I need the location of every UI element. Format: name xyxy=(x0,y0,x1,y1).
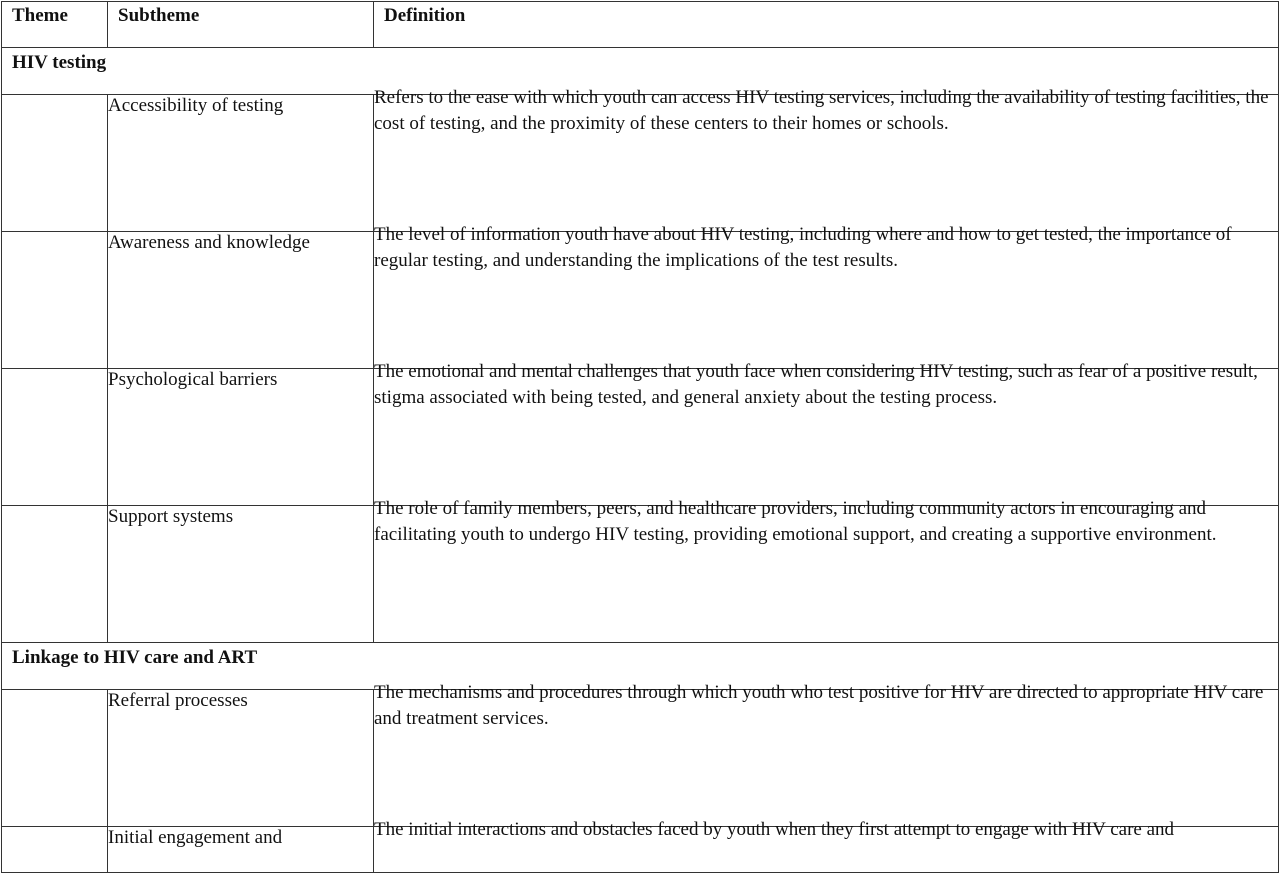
header-definition: Definition xyxy=(374,2,1279,48)
header-row xyxy=(2,2,1279,48)
definition-cell xyxy=(374,224,1279,369)
subtheme-cell xyxy=(108,232,374,369)
table-row xyxy=(2,506,1279,643)
definition-cell xyxy=(374,682,1279,827)
subtheme-text: Referral processes xyxy=(108,690,248,711)
theme-cell xyxy=(2,232,108,369)
definition-text: The role of family members, peers, and healthcare providers, including community actors in encouraging and facilitating youth to undergo HIV testing, providing emotional support, and creating a supportive environment. xyxy=(374,498,1217,545)
subtheme-text: Awareness and knowledge xyxy=(108,232,310,253)
definition-text: The level of information youth have about HIV testing, including where and how to get tested, the importance of regular testing, and understanding the implications of the test results. xyxy=(374,224,1232,271)
definition-cell xyxy=(374,498,1279,643)
definition-text: The emotional and mental challenges that youth face when considering HIV testing, such as fear of a positive result, stigma associated with being tested, and general anxiety about the testing process. xyxy=(374,361,1258,408)
definition-text: The initial interactions and obstacles faced by youth when they first attempt to engage with HIV care and xyxy=(374,819,1175,840)
theme-cell xyxy=(2,690,108,827)
table-row xyxy=(2,827,1279,873)
theme-cell xyxy=(2,95,108,232)
header-subtheme: Subtheme xyxy=(108,2,374,48)
subtheme-text: Accessibility of testing xyxy=(108,95,284,116)
subtheme-cell xyxy=(108,369,374,506)
themes-table xyxy=(1,1,1279,873)
theme-cell xyxy=(2,506,108,643)
definition-cell xyxy=(374,361,1279,506)
table-row xyxy=(2,232,1279,369)
header-theme: Theme xyxy=(2,2,108,48)
definition-text: The mechanisms and procedures through which youth who test positive for HIV are directed to appropriate HIV care and treatment services. xyxy=(374,682,1264,729)
theme-cell xyxy=(2,827,108,873)
subtheme-text: Support systems xyxy=(108,506,234,527)
subtheme-text: Initial engagement and xyxy=(108,827,283,848)
section-title-linkage: Linkage to HIV care and ART xyxy=(2,643,1279,690)
definition-cell xyxy=(374,819,1279,873)
subtheme-cell xyxy=(108,827,374,873)
definition-text: Refers to the ease with which youth can access HIV testing services, including the availability of testing facilities, the cost of testing, and the proximity of these centers to their homes or schools. xyxy=(374,87,1269,134)
subtheme-text: Psychological barriers xyxy=(108,369,278,390)
subtheme-cell xyxy=(108,95,374,232)
section-title-hiv-testing: HIV testing xyxy=(2,48,1279,95)
subtheme-cell xyxy=(108,690,374,827)
table-row xyxy=(2,95,1279,232)
subtheme-cell xyxy=(108,506,374,643)
table-row xyxy=(2,369,1279,506)
definition-cell xyxy=(374,87,1279,232)
table-row xyxy=(2,690,1279,827)
theme-cell xyxy=(2,369,108,506)
